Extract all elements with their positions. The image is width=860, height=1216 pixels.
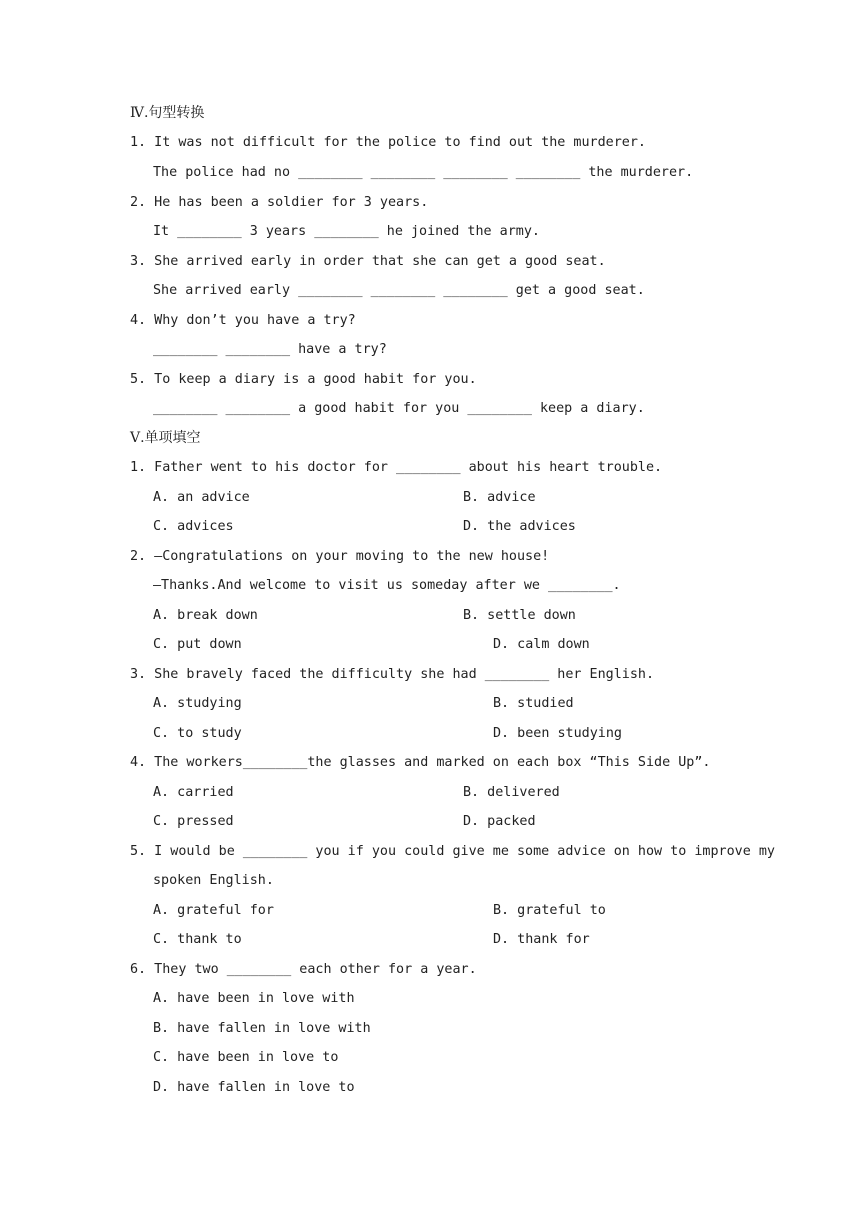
answer-line: ________ ________ a good habit for you ________ keep a diary. (153, 401, 645, 416)
option-c: C. pressed (153, 814, 234, 829)
option-b: B. advice (463, 490, 536, 505)
option-b: B. studied (493, 696, 574, 711)
option-c: C. advices (153, 519, 234, 534)
section-heading-single-choice: Ⅴ.单项填空 (130, 430, 201, 446)
answer-line: The police had no ________ ________ ________ ________ the murderer. (153, 165, 694, 180)
question-text: 1. It was not difficult for the police to find out the murderer. (130, 135, 646, 150)
option-a: A. studying (153, 696, 242, 711)
question-text: 3. She bravely faced the difficulty she had ________ her English. (130, 667, 655, 682)
option-b: B. have fallen in love with (153, 1021, 371, 1036)
option-c: C. to study (153, 726, 242, 741)
option-a: A. have been in love with (153, 991, 355, 1006)
question-text: 4. Why don’t you have a try? (130, 313, 356, 328)
question-text: 5. I would be ________ you if you could give me some advice on how to improve my (130, 844, 775, 859)
option-c: C. thank to (153, 932, 242, 947)
answer-line: She arrived early ________ ________ ________ get a good seat. (153, 283, 645, 298)
option-d: D. have fallen in love to (153, 1080, 355, 1095)
option-d: D. calm down (493, 637, 590, 652)
option-b: B. settle down (463, 608, 576, 623)
question-text-continued: —Thanks.And welcome to visit us someday after we ________. (153, 578, 621, 593)
option-a: A. carried (153, 785, 234, 800)
option-c: C. put down (153, 637, 242, 652)
option-c: C. have been in love to (153, 1050, 339, 1065)
option-b: B. grateful to (493, 903, 606, 918)
question-text: 6. They two ________ each other for a year. (130, 962, 477, 977)
answer-line: It ________ 3 years ________ he joined the army. (153, 224, 540, 239)
option-a: A. an advice (153, 490, 250, 505)
option-a: A. break down (153, 608, 258, 623)
option-d: D. thank for (493, 932, 590, 947)
option-d: D. packed (463, 814, 536, 829)
option-d: D. been studying (493, 726, 622, 741)
question-text: 1. Father went to his doctor for ________ about his heart trouble. (130, 460, 663, 475)
option-a: A. grateful for (153, 903, 274, 918)
question-text: 2. He has been a soldier for 3 years. (130, 195, 429, 210)
section-heading-sentence-transformation: Ⅳ.句型转换 (130, 105, 205, 121)
answer-line: ________ ________ have a try? (153, 342, 387, 357)
question-text-continued: spoken English. (153, 873, 274, 888)
question-text: 2. —Congratulations on your moving to the new house! (130, 549, 550, 564)
option-d: D. the advices (463, 519, 576, 534)
option-b: B. delivered (463, 785, 560, 800)
question-text: 5. To keep a diary is a good habit for you. (130, 372, 477, 387)
question-text: 3. She arrived early in order that she can get a good seat. (130, 254, 606, 269)
question-text: 4. The workers________the glasses and marked on each box “This Side Up”. (130, 755, 711, 770)
